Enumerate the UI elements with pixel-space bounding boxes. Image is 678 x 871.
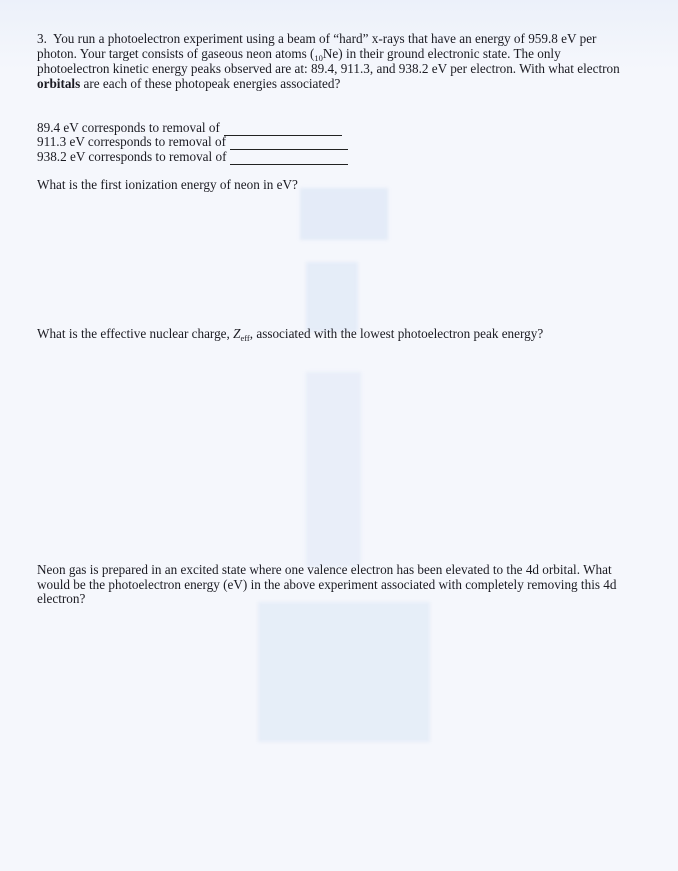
answer-label-911: 911.3 eV corresponds to removal of: [37, 134, 226, 150]
answer-lines: [37, 121, 437, 165]
zeff-question-after: , associated with the lowest photoelectron peak energy?: [249, 326, 544, 341]
question-text: [37, 32, 627, 91]
ionization-energy-question: What is the first ionization energy of neon in eV?: [37, 177, 298, 192]
question-intro-part-c: are each of these photopeak energies associated?: [80, 75, 341, 91]
isotope-subscript: 10: [314, 52, 323, 63]
zeff-subscript: eff: [240, 333, 250, 343]
answer-line-89: [37, 121, 437, 136]
answer-label-89: 89.4 eV corresponds to removal of: [37, 119, 220, 135]
zeff-symbol: Z: [233, 326, 241, 341]
answer-label-938: 938.2 eV corresponds to removal of: [37, 148, 227, 164]
question-intro-part-b: Ne) in their ground electronic state. The only photoelectron kinetic energy peaks observed are at: 89.4, 911.3, and 938.2 eV per electron. With what electron: [37, 45, 620, 77]
scan-bleed-2: [306, 262, 358, 332]
answer-line-911: [37, 136, 437, 151]
answer-blank-911[interactable]: [230, 138, 348, 150]
answer-line-938: [37, 150, 437, 165]
question-number: 3.: [37, 31, 47, 46]
zeff-question-before: What is the effective nuclear charge,: [37, 326, 234, 341]
zeff-question: [37, 327, 597, 343]
scan-bleed-1: [300, 188, 388, 240]
answer-blank-89[interactable]: [224, 124, 342, 136]
excited-state-question: Neon gas is prepared in an excited state where one valence electron has been elevated to the 4d orbital. What would be the photoelectron energy (eV) in the above experiment associated with completely removing this 4d electron?: [37, 562, 617, 607]
scan-bleed-3: [306, 372, 361, 567]
orbitals-bold: orbitals: [37, 75, 81, 91]
answer-blank-938[interactable]: [230, 153, 348, 165]
scan-bleed-4: [258, 602, 430, 742]
question-intro-part-a: You run a photoelectron experiment using a beam of “hard” x-rays that have an energy of 959.8 eV per photon. Your target consists of gaseous neon atoms (: [37, 31, 597, 61]
question-intro: [37, 32, 627, 91]
